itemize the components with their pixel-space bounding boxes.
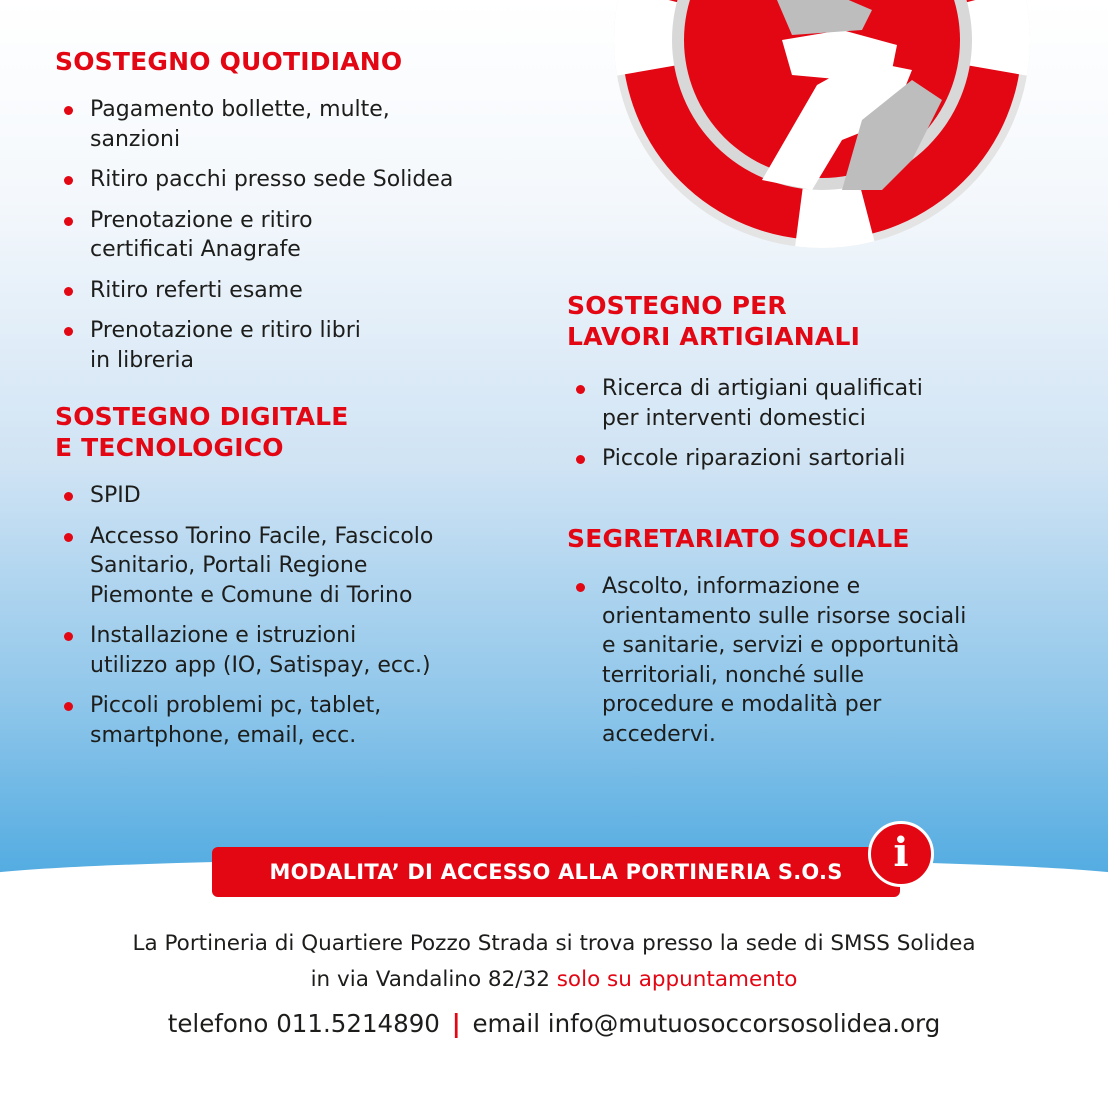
- contact-line: [0, 1009, 1108, 1038]
- access-banner: MODALITA’ DI ACCESSO ALLA PORTINERIA S.O.S: [212, 847, 900, 897]
- list-item: SPID: [56, 481, 556, 511]
- list-item: Ascolto, informazione e orientamento sulle risorse sociali e sanitarie, servizi e opportunità territoriali, nonché sulle procedure e modalità per accedervi.: [568, 572, 1088, 749]
- list-item: Prenotazione e ritiro libri in libreria: [56, 316, 556, 375]
- list-item: Ricerca di artigiani qualificati per interventi domestici: [568, 374, 1088, 433]
- list-item: Pagamento bollette, multe, sanzioni: [56, 95, 556, 154]
- address-line-2: [0, 967, 1108, 992]
- email-address[interactable]: email info@mutuosoccorsosolidea.org: [472, 1009, 941, 1038]
- list-digitale: [56, 481, 556, 750]
- list-item: Piccoli problemi pc, tablet, smartphone, email, ecc.: [56, 691, 556, 750]
- list-item: Ritiro referti esame: [56, 276, 556, 306]
- list-item: Piccole riparazioni sartoriali: [568, 444, 1088, 474]
- list-item: Accesso Torino Facile, Fascicolo Sanitario, Portali Regione Piemonte e Comune di Torino: [56, 522, 556, 611]
- list-quotidiano: [56, 95, 556, 375]
- appointment-note: solo su appuntamento: [556, 967, 798, 992]
- phone-number[interactable]: telefono 011.5214890: [167, 1009, 440, 1038]
- list-item: Installazione e istruzioni utilizzo app (IO, Satispay, ecc.): [56, 621, 556, 680]
- section-title-digitale: SOSTEGNO DIGITALE E TECNOLOGICO: [55, 402, 349, 462]
- address-street: in via Vandalino 82/32: [310, 967, 550, 992]
- address-line-1: La Portineria di Quartiere Pozzo Strada si trova presso la sede di SMSS Solidea: [132, 931, 976, 956]
- list-segretariato: [568, 572, 1088, 749]
- list-item: Prenotazione e ritiro certificati Anagrafe: [56, 206, 556, 265]
- section-title-artigianali: SOSTEGNO PER LAVORI ARTIGIANALI: [567, 291, 861, 351]
- list-artigianali: [568, 374, 1088, 474]
- contact-separator: |: [451, 1009, 461, 1038]
- lifebuoy-handshake-icon: [612, 0, 1032, 260]
- section-title-segretariato: SEGRETARIATO SOCIALE: [567, 524, 910, 553]
- list-item: Ritiro pacchi presso sede Solidea: [56, 165, 556, 195]
- info-icon: i: [868, 821, 934, 887]
- section-title-quotidiano: SOSTEGNO QUOTIDIANO: [55, 47, 403, 76]
